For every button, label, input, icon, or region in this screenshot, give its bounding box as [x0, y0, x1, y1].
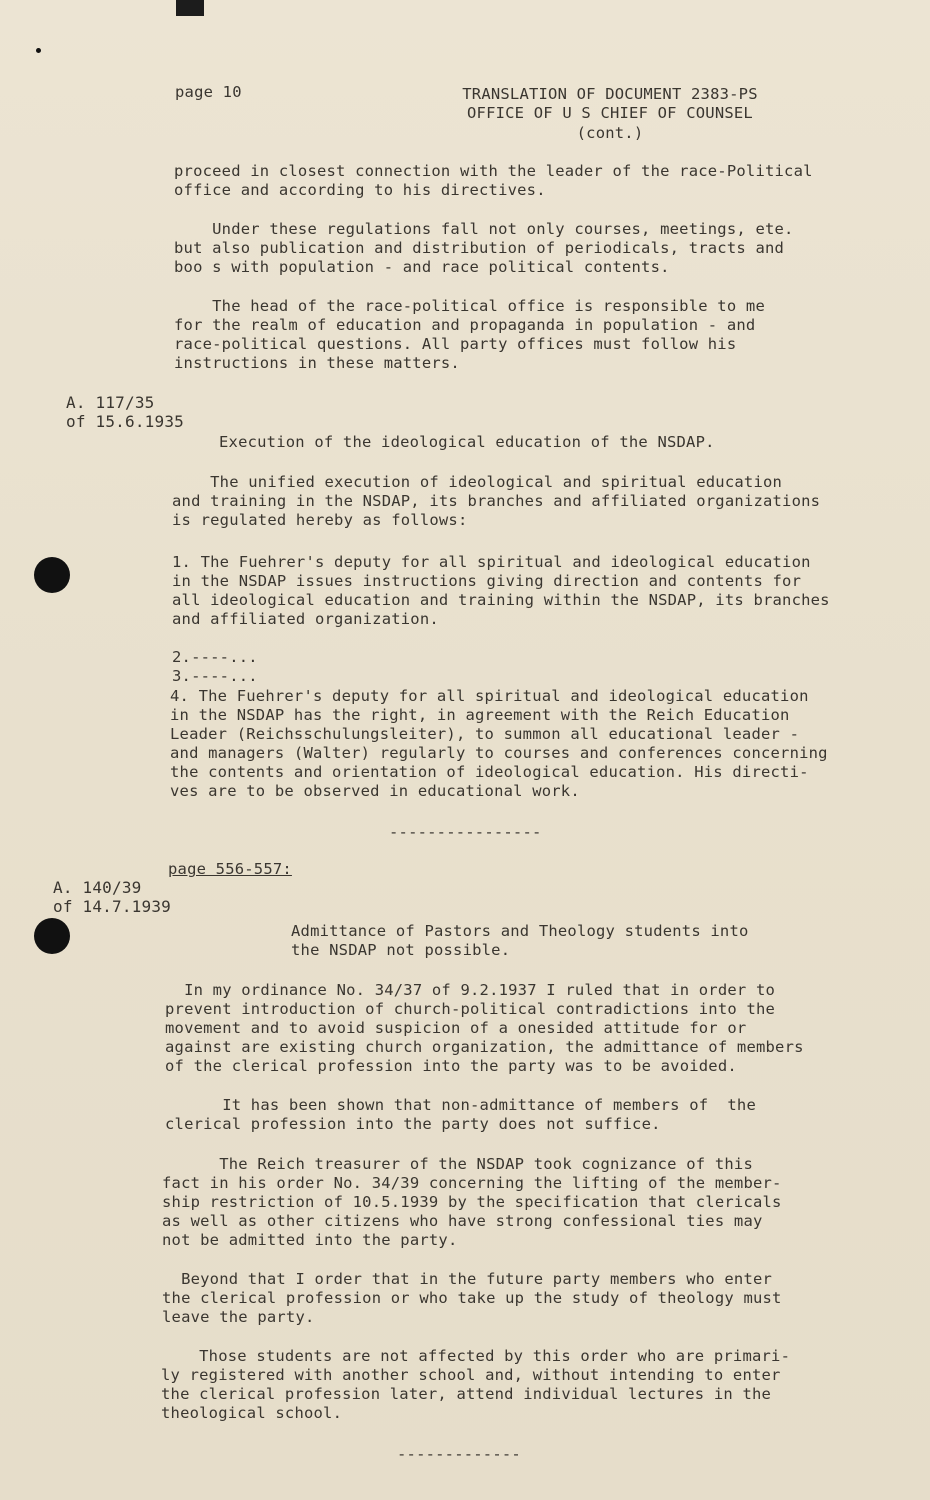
section-paragraph-1: In my ordinance No. 34/37 of 9.2.1937 I ruled that in order to prevent introduction of church-political contradictions into the movement and to avoid suspicion of a onesided attitude for or against are existing church organization, the admittance of members of the clerical profession into the party was to be avoided.	[165, 981, 804, 1075]
punch-hole-bottom	[34, 918, 70, 954]
section-heading: Execution of the ideological education of the NSDAP.	[219, 433, 715, 451]
section-heading: Admittance of Pastors and Theology students into the NSDAP not possible.	[291, 922, 749, 959]
ordinance-ref-number: A. 140/39	[53, 878, 142, 897]
section-paragraph: The unified execution of ideological and spiritual education and training in the NSDAP, its branches and affiliated organizations is regulated hereby as follows:	[172, 473, 821, 529]
doc-title-line1: TRANSLATION OF DOCUMENT 2383-PS	[462, 85, 758, 103]
intro-paragraph-3: The head of the race-political office is responsible to me for the realm of education and propaganda in population - and race-political questions. All party offices must follow his instructions in these matters.	[174, 297, 765, 372]
section-divider: -------------	[397, 1445, 521, 1463]
page-label: page 10	[175, 83, 242, 101]
intro-paragraph-2: Under these regulations fall not only courses, meetings, ete. but also publication and distribution of periodicals, tracts and boo s with population - and race political contents.	[174, 220, 794, 276]
doc-title-line3: (cont.)	[576, 124, 644, 142]
list-item-3: 3.----...	[172, 667, 258, 685]
ordinance-ref-date: of 14.7.1939	[53, 897, 171, 916]
scan-edge-mark	[176, 0, 204, 16]
section-paragraph-2: It has been shown that non-admittance of members of the clerical profession into the party does not suffice.	[165, 1096, 756, 1133]
list-item-1: 1. The Fuehrer's deputy for all spiritual and ideological education in the NSDAP issues instructions giving direction and contents for all ideological education and training within the NSDAP, its branches and affiliated organization.	[172, 553, 830, 628]
section-paragraph-4: Beyond that I order that in the future party members who enter the clerical profession or who take up the study of theology must leave the party.	[162, 1270, 782, 1326]
list-item-2: 2.----...	[172, 648, 258, 666]
section-paragraph-3: The Reich treasurer of the NSDAP took cognizance of this fact in his order No. 34/39 concerning the lifting of the member- ship restriction of 10.5.1939 by the specification that clericals as well as other citizens who have strong confessional ties may not be admitted into the party.	[162, 1155, 782, 1249]
section-paragraph-5: Those students are not affected by this order who are primari- ly registered with another school and, without intending to enter the clerical profession later, attend individual lectures in the theological school.	[161, 1347, 791, 1422]
page-reference: page 556-557:	[168, 860, 292, 878]
doc-title-line2: OFFICE OF U S CHIEF OF COUNSEL	[467, 104, 753, 122]
ordinance-ref-date: of 15.6.1935	[66, 412, 184, 431]
section-divider: ----------------	[389, 823, 542, 841]
scan-speck	[36, 48, 41, 53]
intro-paragraph-1: proceed in closest connection with the leader of the race-Political office and according to his directives.	[174, 162, 813, 199]
ordinance-ref-number: A. 117/35	[66, 393, 155, 412]
punch-hole-top	[34, 557, 70, 593]
list-item-4: 4. The Fuehrer's deputy for all spiritual and ideological education in the NSDAP has the right, in agreement with the Reich Education Leader (Reichsschulungsleiter), to summon all educational leader - and managers (Walter) regularly to courses and conferences concerning the contents and orientation of ideological education. His directi- ves are to be observed in educational work.	[170, 687, 828, 800]
